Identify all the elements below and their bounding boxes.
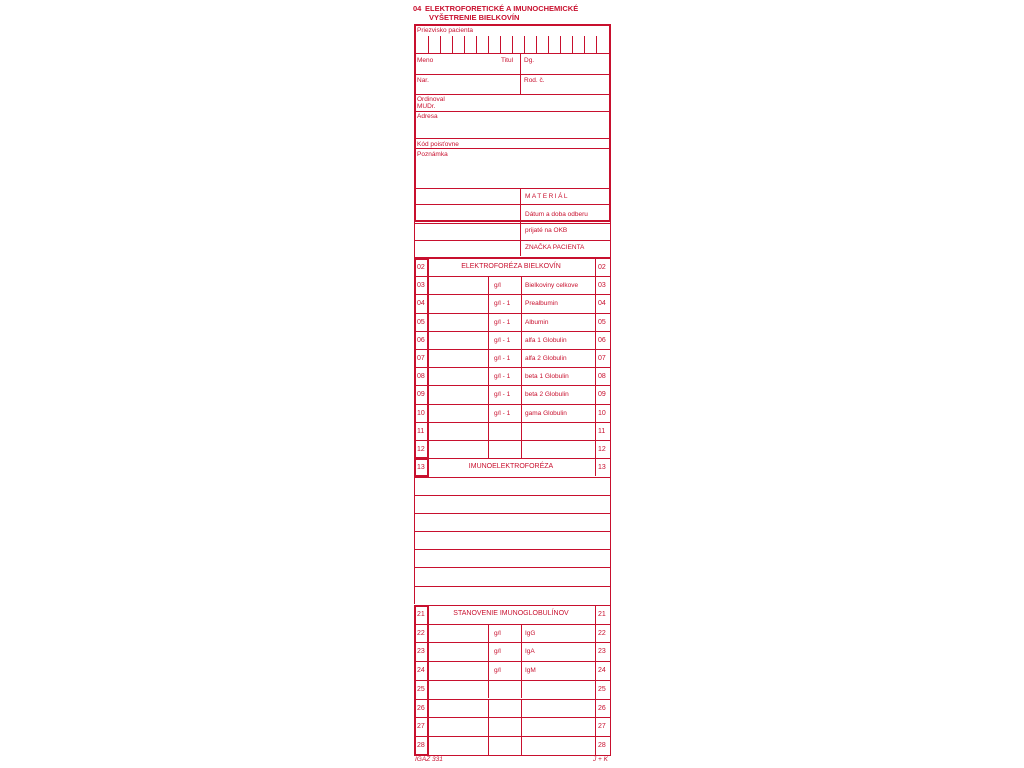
electrophoresis-row-number-right: 10 [598, 409, 606, 417]
letter-box-divider [560, 36, 561, 53]
immunoglobulins-value-cell[interactable] [428, 625, 487, 642]
letter-box-divider [476, 36, 477, 53]
letter-box-divider [548, 36, 549, 53]
electrophoresis-test-name: beta 1 Globulin [525, 373, 569, 381]
electrophoresis-row-number: 04 [417, 300, 425, 308]
electrophoresis-value-cell[interactable] [428, 386, 487, 402]
form-code: 04 [413, 4, 422, 13]
electrophoresis-row-number: 11 [417, 427, 425, 435]
letter-box-divider [536, 36, 537, 53]
immunoglobulins-value-cell[interactable] [428, 681, 487, 698]
immunoglobulins-row-number: 23 [417, 648, 425, 656]
electrophoresis-unit: g/l - 1 [494, 391, 511, 399]
immunoglobulins-row-number-right: 24 [598, 667, 606, 675]
born-label: Nar. [417, 77, 429, 84]
letter-box-divider [572, 36, 573, 53]
electrophoresis-row-number-right: 12 [598, 446, 606, 453]
dg-label: Dg. [524, 57, 535, 64]
letter-box-divider [584, 36, 585, 53]
insurance-label: Kód poisťovne [417, 141, 459, 148]
electrophoresis-title-number: 02 [417, 264, 425, 271]
letter-box-divider [452, 36, 453, 53]
electrophoresis-value-cell[interactable] [428, 350, 487, 366]
electrophoresis-row-number: 09 [417, 391, 425, 399]
electrophoresis-unit: g/l - 1 [494, 355, 511, 362]
electrophoresis-unit: g/l - 1 [494, 318, 511, 326]
electrophoresis-test-name: Prealbumin [525, 300, 558, 308]
immunoglobulins-value-cell[interactable] [428, 700, 487, 717]
electrophoresis-row-number: 07 [417, 355, 425, 362]
electrophoresis-unit: g/l - 1 [494, 409, 511, 417]
ordinoval-label: Ordinoval [417, 96, 445, 103]
electrophoresis-row-number: 05 [417, 318, 425, 326]
form-title-line2: VYŠETRENIE BIELKOVÍN [429, 13, 520, 22]
electrophoresis-row-number-right: 04 [598, 300, 606, 308]
immunoelectrophoresis-writing-line[interactable] [414, 567, 611, 568]
electrophoresis-row-number-right: 09 [598, 391, 606, 399]
mudr-label: MUDr. [417, 103, 436, 110]
material-label: MATERIÁL [525, 193, 570, 200]
electrophoresis-value-cell[interactable] [428, 423, 487, 439]
immunoglobulins-value-cell[interactable] [428, 718, 487, 735]
letter-box-divider [524, 36, 525, 53]
immunoelectrophoresis-writing-line[interactable] [414, 531, 611, 532]
electrophoresis-value-cell[interactable] [428, 314, 487, 330]
electrophoresis-test-name: alfa 1 Globulin [525, 336, 567, 344]
electrophoresis-test-name: beta 2 Globulin [525, 391, 569, 399]
immunoglobulins-value-cell[interactable] [428, 737, 487, 754]
received-label: prijaté na OKB [525, 227, 568, 234]
letter-box-divider [440, 36, 441, 53]
immunoglobulins-unit: g/l [494, 667, 501, 675]
immunoglobulins-row-number: 27 [417, 723, 425, 731]
electrophoresis-unit: g/l [494, 282, 501, 290]
letter-box-divider [512, 36, 513, 53]
electrophoresis-test-name: Albumin [525, 318, 549, 326]
immunoglobulins-row-number: 25 [417, 685, 425, 693]
immunoglobulins-title: STANOVENIE IMUNOGLOBULÍNOV [453, 610, 569, 617]
letter-box-divider [596, 36, 597, 53]
immunoglobulins-row-number-right: 22 [598, 629, 606, 637]
electrophoresis-value-cell[interactable] [428, 368, 487, 384]
electrophoresis-row-number: 12 [417, 446, 425, 453]
immunoglobulins-test-name: IgG [525, 629, 536, 637]
immunoglobulins-row-number: 24 [417, 667, 425, 675]
electrophoresis-value-cell[interactable] [428, 332, 487, 348]
electrophoresis-title-number-right: 02 [598, 264, 606, 271]
name-label: Meno [417, 57, 434, 64]
surname-label: Priezvisko pacienta [417, 27, 473, 34]
letter-box-divider [500, 36, 501, 53]
electrophoresis-unit: g/l - 1 [494, 373, 511, 381]
immunoglobulins-unit: g/l [494, 648, 501, 656]
electrophoresis-value-cell[interactable] [428, 441, 487, 457]
electrophoresis-row-number-right: 05 [598, 318, 606, 326]
electrophoresis-row-number-right: 11 [598, 427, 606, 435]
immunoglobulins-value-cell[interactable] [428, 643, 487, 660]
electrophoresis-title: ELEKTROFORÉZA BIELKOVÍN [461, 263, 561, 270]
immunoglobulins-value-cell[interactable] [428, 662, 487, 679]
form-title-line1: ELEKTROFORETICKÉ A IMUNOCHEMICKÉ [425, 4, 579, 13]
immunoglobulins-row-number: 22 [417, 629, 425, 637]
immunoelectrophoresis-writing-line[interactable] [414, 513, 611, 514]
birth-number-label: Rod. č. [524, 77, 545, 84]
electrophoresis-row-number: 03 [417, 282, 425, 290]
immunoelectrophoresis-number: 13 [417, 464, 425, 471]
electrophoresis-unit: g/l - 1 [494, 336, 511, 344]
immunoelectrophoresis-writing-line[interactable] [414, 586, 611, 587]
immunoelectrophoresis-writing-line[interactable] [414, 495, 611, 496]
electrophoresis-unit: g/l - 1 [494, 300, 511, 308]
electrophoresis-row-number-right: 06 [598, 336, 606, 344]
immunoglobulins-unit: g/l [494, 629, 501, 637]
immunoglobulins-row-number-right: 27 [598, 723, 606, 731]
immunoglobulins-row-number: 28 [417, 741, 425, 749]
electrophoresis-row-number: 10 [417, 409, 425, 417]
electrophoresis-test-name: alfa 2 Globulin [525, 355, 567, 362]
immunoglobulins-row-number-right: 23 [598, 648, 606, 656]
immunoglobulins-test-name: IgM [525, 667, 536, 675]
immunoelectrophoresis-number-right: 13 [598, 464, 606, 471]
immunoglobulins-test-name: IgA [525, 648, 535, 656]
electrophoresis-value-cell[interactable] [428, 277, 487, 293]
electrophoresis-row-number-right: 03 [598, 282, 606, 290]
electrophoresis-test-name: gama Globulin [525, 409, 567, 417]
electrophoresis-value-cell[interactable] [428, 295, 487, 311]
patient-mark-label: ZNAČKA PACIENTA [525, 244, 585, 251]
printer-mark: J + K [593, 756, 608, 763]
letter-box-divider [488, 36, 489, 53]
immunoelectrophoresis-title: IMUNOELEKTROFORÉZA [468, 463, 554, 470]
electrophoresis-row-number-right: 08 [598, 373, 606, 381]
immunoglobulins-row-number-right: 25 [598, 685, 606, 693]
immunoelectrophoresis-writing-line[interactable] [414, 477, 611, 478]
letter-box-divider [464, 36, 465, 53]
sample-date-label: Dátum a doba odberu [525, 211, 588, 218]
electrophoresis-value-cell[interactable] [428, 405, 487, 421]
electrophoresis-row-number: 06 [417, 336, 425, 344]
form-header [413, 4, 578, 22]
form-code-footer: IGAZ 331 [415, 756, 443, 763]
immunoglobulins-row-number: 26 [417, 704, 425, 712]
immunoglobulins-row-number-right: 28 [598, 741, 606, 749]
electrophoresis-row-number-right: 07 [598, 355, 606, 362]
title-label: Titul [501, 57, 514, 64]
immunoglobulins-title-number: 21 [417, 611, 425, 618]
electrophoresis-row-number: 08 [417, 373, 425, 381]
immunoglobulins-row-number-right: 26 [598, 704, 606, 712]
electrophoresis-test-name: Bielkoviny celkove [525, 282, 579, 290]
lab-request-form [413, 0, 613, 768]
address-label: Adresa [417, 113, 438, 120]
immunoglobulins-title-number-right: 21 [598, 611, 606, 618]
letter-box-divider [428, 36, 429, 53]
immunoelectrophoresis-writing-line[interactable] [414, 549, 611, 550]
note-label: Poznámka [417, 151, 448, 158]
